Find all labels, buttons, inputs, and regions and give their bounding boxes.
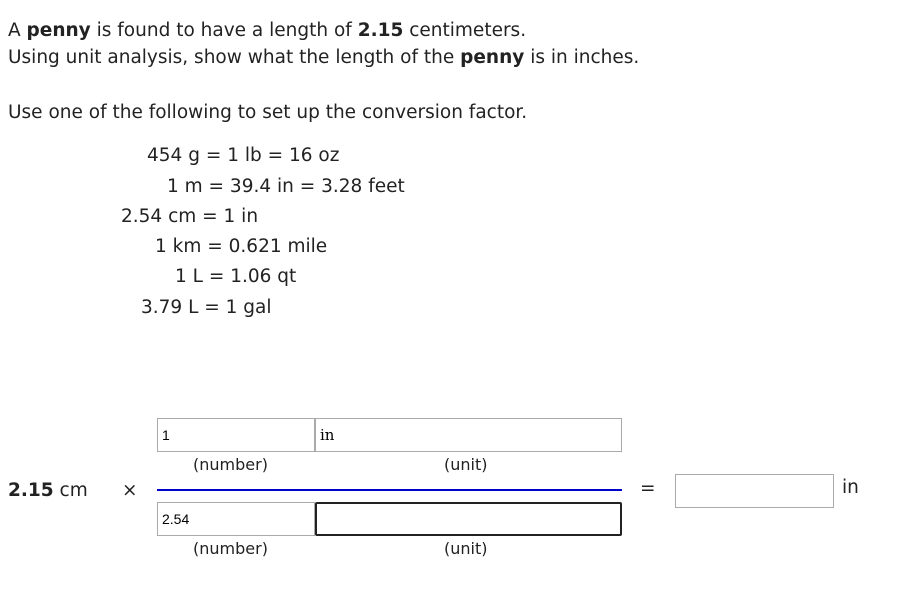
- denominator-unit-label: (unit): [444, 539, 488, 558]
- answer-input[interactable]: [675, 474, 834, 508]
- numerator-unit-label: (unit): [444, 455, 488, 474]
- conversion-liter-qt: 1 L = 1.06 qt: [175, 266, 297, 287]
- numerator-number-label: (number): [193, 455, 268, 474]
- fraction-bar: [157, 489, 622, 491]
- conversion-cm-in: 2.54 cm = 1 in: [121, 206, 259, 227]
- times-sign: ×: [122, 480, 138, 501]
- instruction: Use one of the following to set up the conversion factor.: [8, 102, 528, 123]
- conversion-km-mile: 1 km = 0.621 mile: [155, 236, 328, 257]
- numerator-unit-input[interactable]: [315, 418, 622, 452]
- question-line-1: A penny is found to have a length of 2.15 centimeters.: [8, 20, 527, 41]
- conversion-mass: 454 g = 1 lb = 16 oz: [147, 145, 340, 166]
- denominator-number-input[interactable]: [157, 502, 315, 536]
- denominator-number-label: (number): [193, 539, 268, 558]
- denominator-unit-input[interactable]: [315, 502, 622, 536]
- numerator-number-input[interactable]: [157, 418, 315, 452]
- conversion-liter-gal: 3.79 L = 1 gal: [141, 297, 272, 318]
- given-quantity: 2.15 cm: [8, 480, 88, 501]
- question-line-2: Using unit analysis, show what the length of the penny is in inches.: [8, 47, 640, 68]
- equals-sign: =: [640, 478, 656, 499]
- answer-unit: in: [842, 477, 859, 498]
- conversion-meter: 1 m = 39.4 in = 3.28 feet: [167, 176, 405, 197]
